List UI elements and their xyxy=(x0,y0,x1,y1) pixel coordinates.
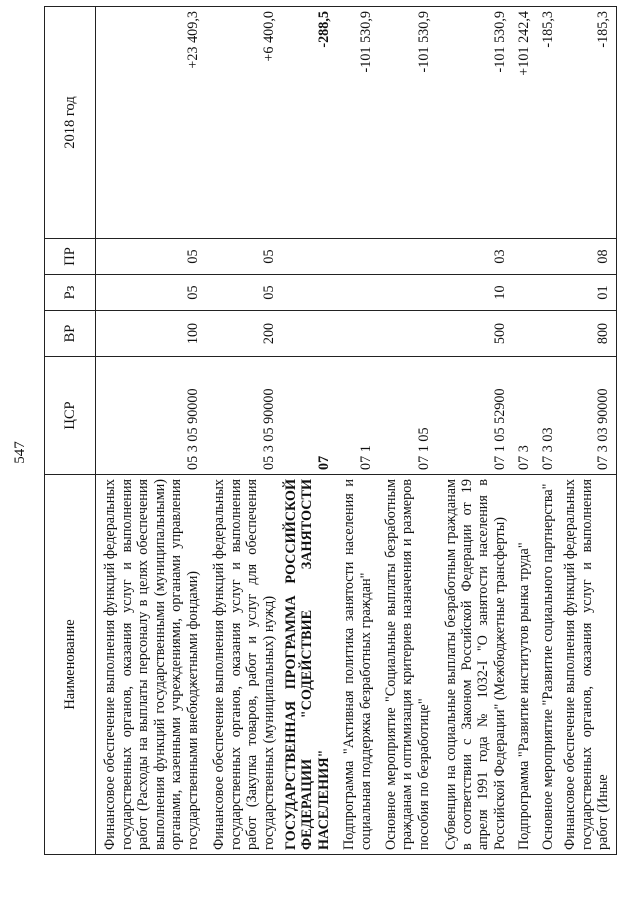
row-pr: 05 xyxy=(205,239,281,275)
row-pr: 08 xyxy=(560,239,616,275)
header-vr: ВР xyxy=(45,311,96,357)
row-vr xyxy=(281,311,336,357)
row-vr: 800 xyxy=(560,311,616,357)
row-amount: +6 400,0 xyxy=(205,7,281,239)
row-rz xyxy=(378,275,436,311)
row-name: Основное мероприятие "Развитие социального партнерства" xyxy=(536,475,560,855)
row-name: Подпрограмма "Активная политика занятости населения и социальная поддержка безработных граждан" xyxy=(336,475,378,855)
row-vr: 200 xyxy=(205,311,281,357)
row-amount: -101 530,9 xyxy=(378,7,436,239)
header-name: Наименование xyxy=(45,475,96,855)
row-vr xyxy=(378,311,436,357)
table-row xyxy=(560,7,616,855)
table-row xyxy=(336,7,378,855)
row-name: Подпрограмма "Развитие институтов рынка труда" xyxy=(512,475,536,855)
row-amount: +101 242,4 xyxy=(512,7,536,239)
table-row xyxy=(512,7,536,855)
row-csr: 07 1 xyxy=(336,357,378,475)
row-amount: +23 409,3 xyxy=(96,7,206,239)
row-vr xyxy=(512,311,536,357)
table-row xyxy=(96,7,206,855)
row-rz xyxy=(512,275,536,311)
header-csr: ЦСР xyxy=(45,357,96,475)
row-csr: 07 1 05 xyxy=(378,357,436,475)
row-name: Финансовое обеспечение выполнения функций федеральных государственных органов, оказания услуг и выполнения работ (Закупка товаров, работ и услуг для обеспечения государственных (муниципальных) нужд) xyxy=(205,475,281,855)
row-csr: 07 1 05 52900 xyxy=(436,357,512,475)
row-vr: 500 xyxy=(436,311,512,357)
row-name: Субвенции на социальные выплаты безработным гражданам в соответствии с Законом Российской Федерации от 19 апреля 1991 года № 1032-I "О занятости населения в Российской Федерации" (Межбюджетные трансферты) xyxy=(436,475,512,855)
row-pr xyxy=(281,239,336,275)
row-pr xyxy=(336,239,378,275)
row-name: Финансовое обеспечение выполнения функций федеральных государственных органов, оказания услуг и выполнения работ (Иные xyxy=(560,475,616,855)
row-name: Финансовое обеспечение выполнения функций федеральных государственных органов, оказания услуг и выполнения работ (Расходы на выплаты персоналу в целях обеспечения выполнения функций государственными (муниципальными) органами, казенными учреждениями, органами управления государственными внебюджетными фондами) xyxy=(96,475,206,855)
row-rz xyxy=(281,275,336,311)
row-pr: 05 xyxy=(96,239,206,275)
row-amount: -185,3 xyxy=(560,7,616,239)
row-amount: -101 530,9 xyxy=(436,7,512,239)
header-year: 2018 год xyxy=(45,7,96,239)
header-pr: ПР xyxy=(45,239,96,275)
row-name: ГОСУДАРСТВЕННАЯ ПРОГРАММА РОССИЙСКОЙ ФЕДЕРАЦИИ "СОДЕЙСТВИЕ ЗАНЯТОСТИ НАСЕЛЕНИЯ" xyxy=(281,475,336,855)
row-amount: -185,3 xyxy=(536,7,560,239)
row-csr: 07 3 xyxy=(512,357,536,475)
row-rz: 05 xyxy=(205,275,281,311)
row-vr: 100 xyxy=(96,311,206,357)
table-row xyxy=(205,7,281,855)
row-csr: 07 3 03 xyxy=(536,357,560,475)
table-row xyxy=(281,7,336,855)
row-csr: 05 3 05 90000 xyxy=(96,357,206,475)
row-amount: -101 530,9 xyxy=(336,7,378,239)
row-pr xyxy=(512,239,536,275)
row-rz xyxy=(536,275,560,311)
table-row xyxy=(536,7,560,855)
row-csr: 05 3 05 90000 xyxy=(205,357,281,475)
row-vr xyxy=(536,311,560,357)
table-header-row xyxy=(45,7,96,855)
row-rz xyxy=(336,275,378,311)
row-rz: 01 xyxy=(560,275,616,311)
row-vr xyxy=(336,311,378,357)
table-row xyxy=(436,7,512,855)
page-number: 547 xyxy=(12,441,28,464)
row-pr xyxy=(536,239,560,275)
budget-table xyxy=(44,6,617,855)
table-row xyxy=(378,7,436,855)
row-rz: 05 xyxy=(96,275,206,311)
row-csr: 07 3 03 90000 xyxy=(560,357,616,475)
row-amount: -288,5 xyxy=(281,7,336,239)
row-csr: 07 xyxy=(281,357,336,475)
header-rz: Рз xyxy=(45,275,96,311)
row-pr: 03 xyxy=(436,239,512,275)
row-pr xyxy=(378,239,436,275)
row-rz: 10 xyxy=(436,275,512,311)
row-name: Основное мероприятие "Социальные выплаты безработным гражданам и оптимизация критериев назначения и размеров пособия по безработице" xyxy=(378,475,436,855)
